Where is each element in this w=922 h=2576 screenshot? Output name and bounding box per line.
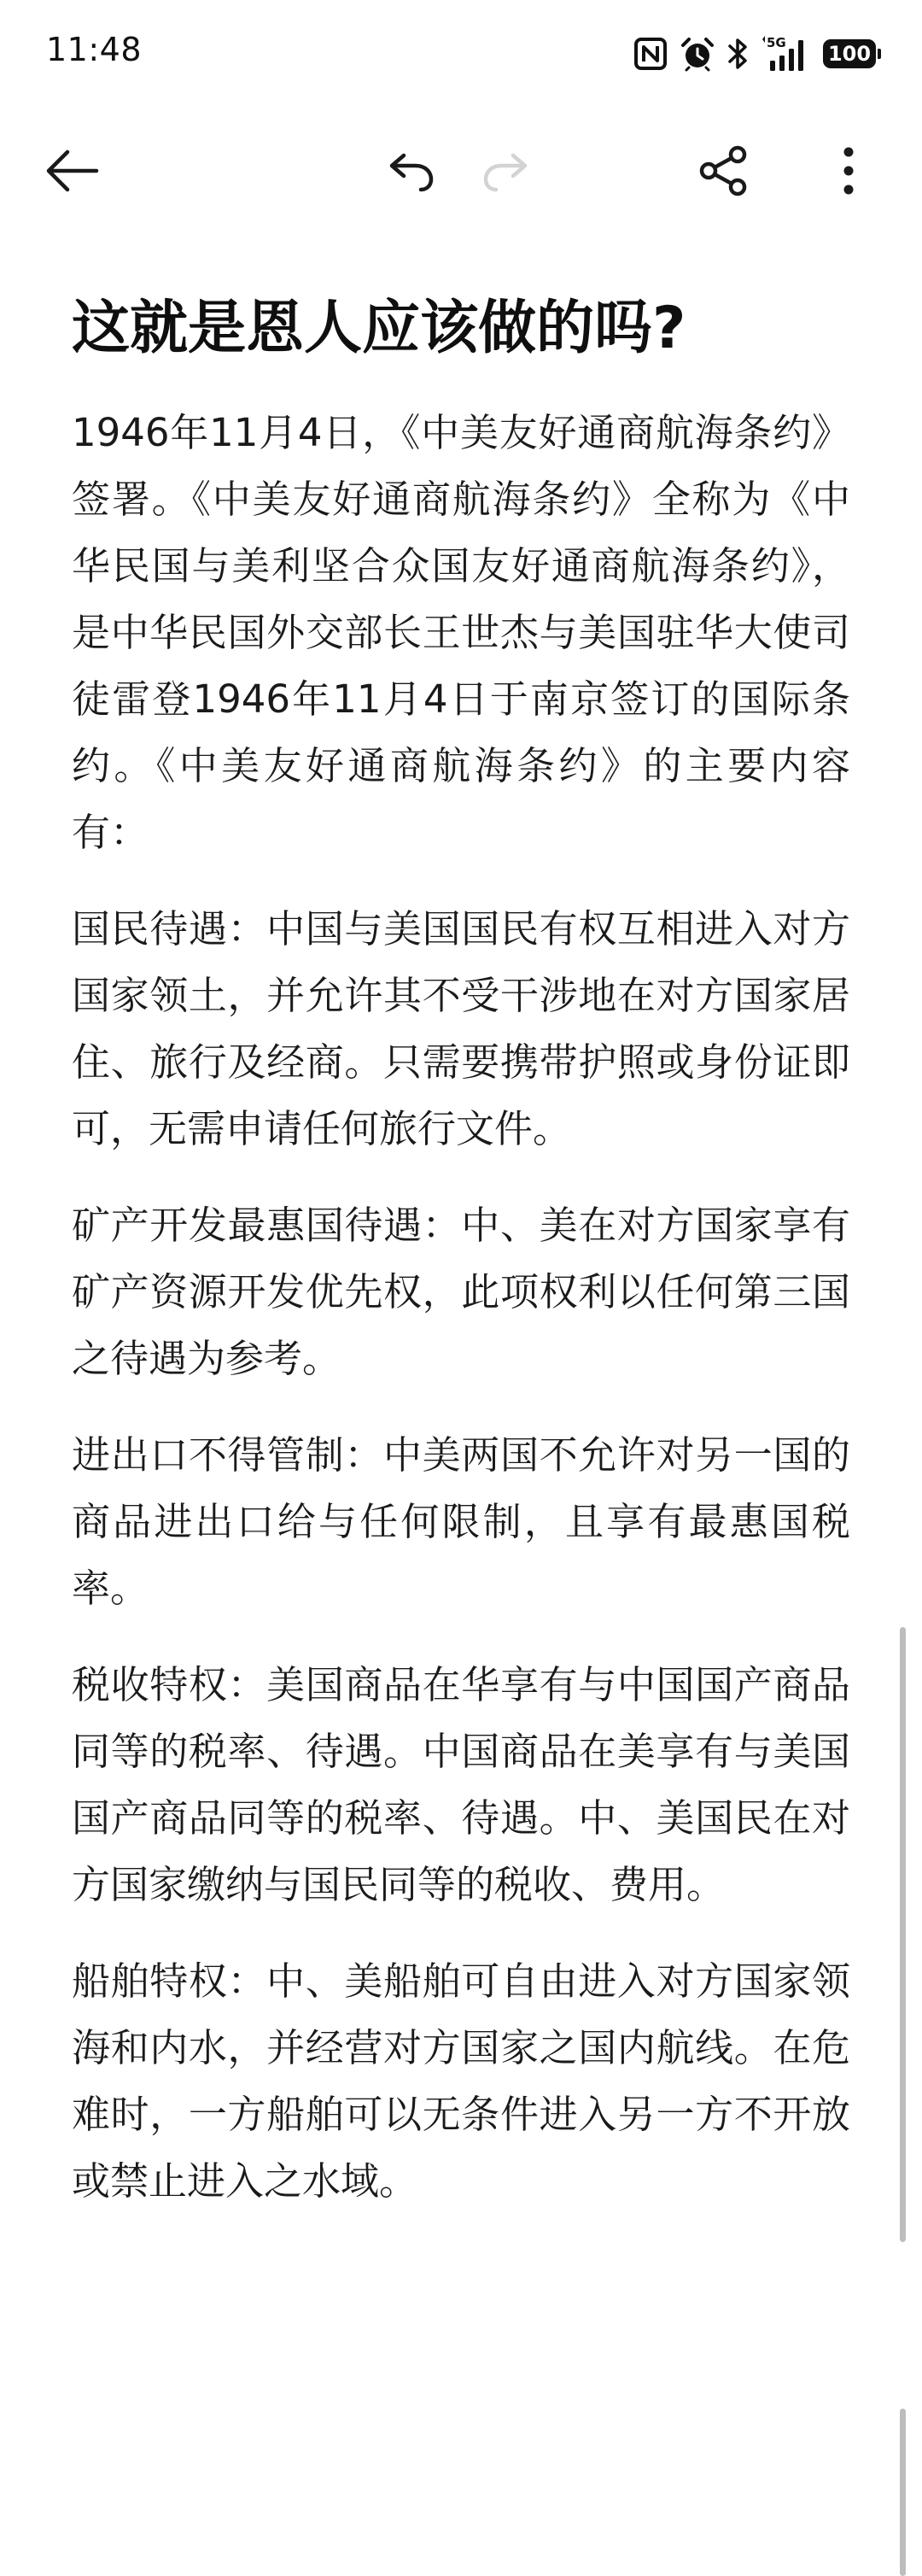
paragraph-intro[interactable]: 1946年11月4日，《中美友好通商航海条约》签署。《中美友好通商航海条约》全称为《中华民国与美利坚合众国友好通商航海条约》，是中华民国外交部长王世杰与美国驻华大使司徒雷登1946年11月4日于南京签订的国际条约。《中美友好通商航海条约》的主要内容有： bbox=[72, 410, 850, 855]
paragraph-mineral-rights[interactable]: 矿产开发最惠国待遇：中、美在对方国家享有矿产资源开发优先权，此项权利以任何第三国之待遇为参考。 bbox=[72, 1203, 850, 1381]
scrollbar-thumb[interactable] bbox=[900, 1627, 906, 2242]
scrollbar-thumb-secondary[interactable] bbox=[900, 2409, 906, 2576]
bluetooth-icon bbox=[727, 36, 750, 72]
undo-button[interactable] bbox=[377, 138, 442, 203]
editor-toolbar bbox=[0, 128, 922, 214]
note-title[interactable]: 这就是恩人应该做的吗? bbox=[72, 295, 686, 362]
redo-button[interactable] bbox=[475, 138, 540, 203]
alarm-icon bbox=[680, 36, 715, 72]
redo-icon bbox=[481, 149, 534, 193]
status-time: 11:48 bbox=[46, 31, 143, 68]
status-bar bbox=[0, 0, 922, 108]
more-options-button[interactable] bbox=[816, 138, 881, 203]
paragraph-import-export[interactable]: 进出口不得管制：中美两国不允许对另一国的商品进出口给与任何限制，且享有最惠国税率。 bbox=[72, 1432, 850, 1611]
undo-icon bbox=[383, 149, 436, 193]
back-arrow-icon bbox=[42, 145, 102, 196]
paragraph-tax-privilege[interactable]: 税收特权：美国商品在华享有与中国国产商品同等的税率、待遇。中国商品在美享有与美国国产商品同等的税率、待遇。中、美国民在对方国家缴纳与国民同等的税收、费用。 bbox=[72, 1662, 850, 1907]
share-button[interactable] bbox=[692, 138, 756, 203]
battery-icon bbox=[823, 39, 876, 68]
paragraph-national-treatment[interactable]: 国民待遇：中国与美国国民有权互相进入对方国家领土，并允许其不受干涉地在对方国家居住、旅行及经商。只需要携带护照或身份证即可，无需申请任何旅行文件。 bbox=[72, 906, 850, 1151]
nfc-icon bbox=[633, 37, 668, 71]
svg-text:5G: 5G bbox=[767, 35, 786, 50]
paragraph-shipping-privilege[interactable]: 船舶特权：中、美船舶可自由进入对方国家领海和内水，并经营对方国家之国内航线。在危难时，一方船舶可以无条件进入另一方不开放或禁止进入之水域。 bbox=[72, 1958, 850, 2204]
note-editor-content[interactable] bbox=[72, 282, 850, 2245]
more-vertical-icon bbox=[840, 143, 857, 198]
back-button[interactable] bbox=[39, 138, 104, 203]
status-icons bbox=[633, 32, 876, 75]
share-icon bbox=[697, 143, 751, 198]
5g-signal-icon bbox=[762, 35, 811, 73]
battery-level: 100 bbox=[827, 42, 872, 66]
